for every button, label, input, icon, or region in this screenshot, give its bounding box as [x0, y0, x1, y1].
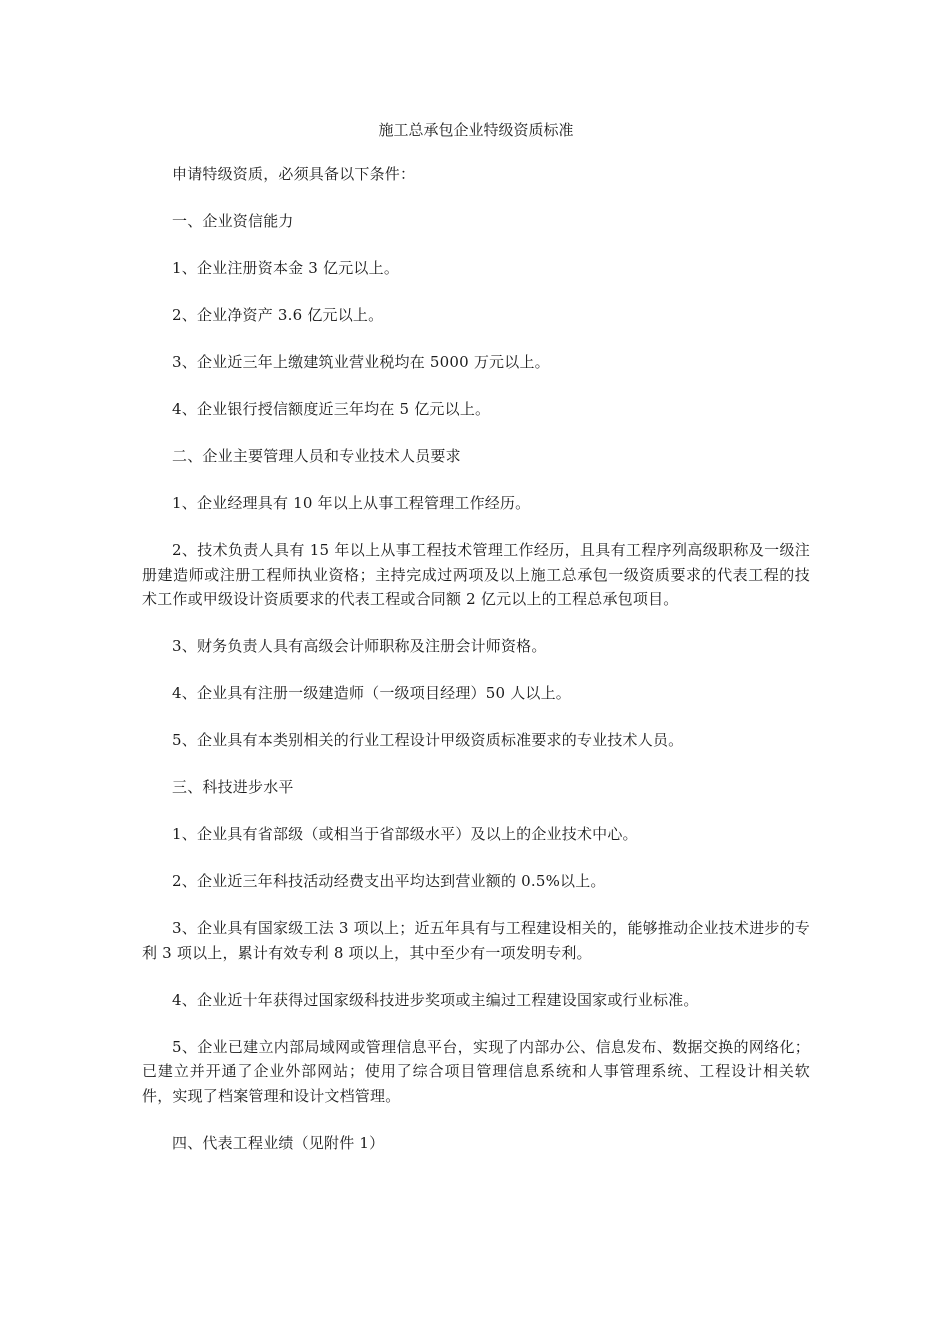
section-heading: 一、企业资信能力 [172, 212, 294, 230]
list-item: 1、企业经理具有 10 年以上从事工程管理工作经历。 [172, 494, 531, 512]
list-item: 2、企业近三年科技活动经费支出平均达到营业额的 0.5%以上。 [172, 872, 606, 890]
list-item: 4、企业银行授信额度近三年均在 5 亿元以上。 [172, 400, 491, 418]
intro-paragraph: 申请特级资质，必须具备以下条件： [172, 165, 416, 183]
section-heading: 三、科技进步水平 [172, 778, 294, 796]
document-title: 施工总承包企业特级资质标准 [378, 121, 574, 139]
document-body [142, 118, 810, 1178]
list-item: 2、技术负责人具有 15 年以上从事工程技术管理工作经历，且具有工程序列高级职称及一级注册建造师或注册工程师执业资格；主持完成过两项及以上施工总承包一级资质要求的代表工程的技术工作或甲级设计资质要求的代表工程或合同额 2 亿元以上的工程总承包项目。 [142, 541, 810, 608]
list-item: 3、企业近三年上缴建筑业营业税均在 5000 万元以上。 [172, 353, 550, 371]
list-item: 5、企业具有本类别相关的行业工程设计甲级资质标准要求的专业技术人员。 [172, 731, 684, 749]
list-item: 1、企业注册资本金 3 亿元以上。 [172, 259, 400, 277]
section-heading: 二、企业主要管理人员和专业技术人员要求 [172, 447, 461, 465]
list-item: 2、企业净资产 3.6 亿元以上。 [172, 306, 384, 324]
list-item: 4、企业具有注册一级建造师（一级项目经理）50 人以上。 [172, 684, 572, 702]
list-item: 1、企业具有省部级（或相当于省部级水平）及以上的企业技术中心。 [172, 825, 638, 843]
section-heading: 四、代表工程业绩（见附件 1） [172, 1133, 385, 1152]
list-item: 3、企业具有国家级工法 3 项以上；近五年具有与工程建设相关的，能够推动企业技术进步的专利 3 项以上，累计有效专利 8 项以上，其中至少有一项发明专利。 [142, 919, 810, 962]
list-item: 4、企业近十年获得过国家级科技进步奖项或主编过工程建设国家或行业标准。 [172, 990, 699, 1009]
list-item: 5、企业已建立内部局域网或管理信息平台，实现了内部办公、信息发布、数据交换的网络化；已建立并开通了企业外部网站；使用了综合项目管理信息系统和人事管理系统、工程设计相关软件，实现了档案管理和设计文档管理。 [142, 1037, 810, 1105]
list-item: 3、财务负责人具有高级会计师职称及注册会计师资格。 [172, 637, 547, 655]
